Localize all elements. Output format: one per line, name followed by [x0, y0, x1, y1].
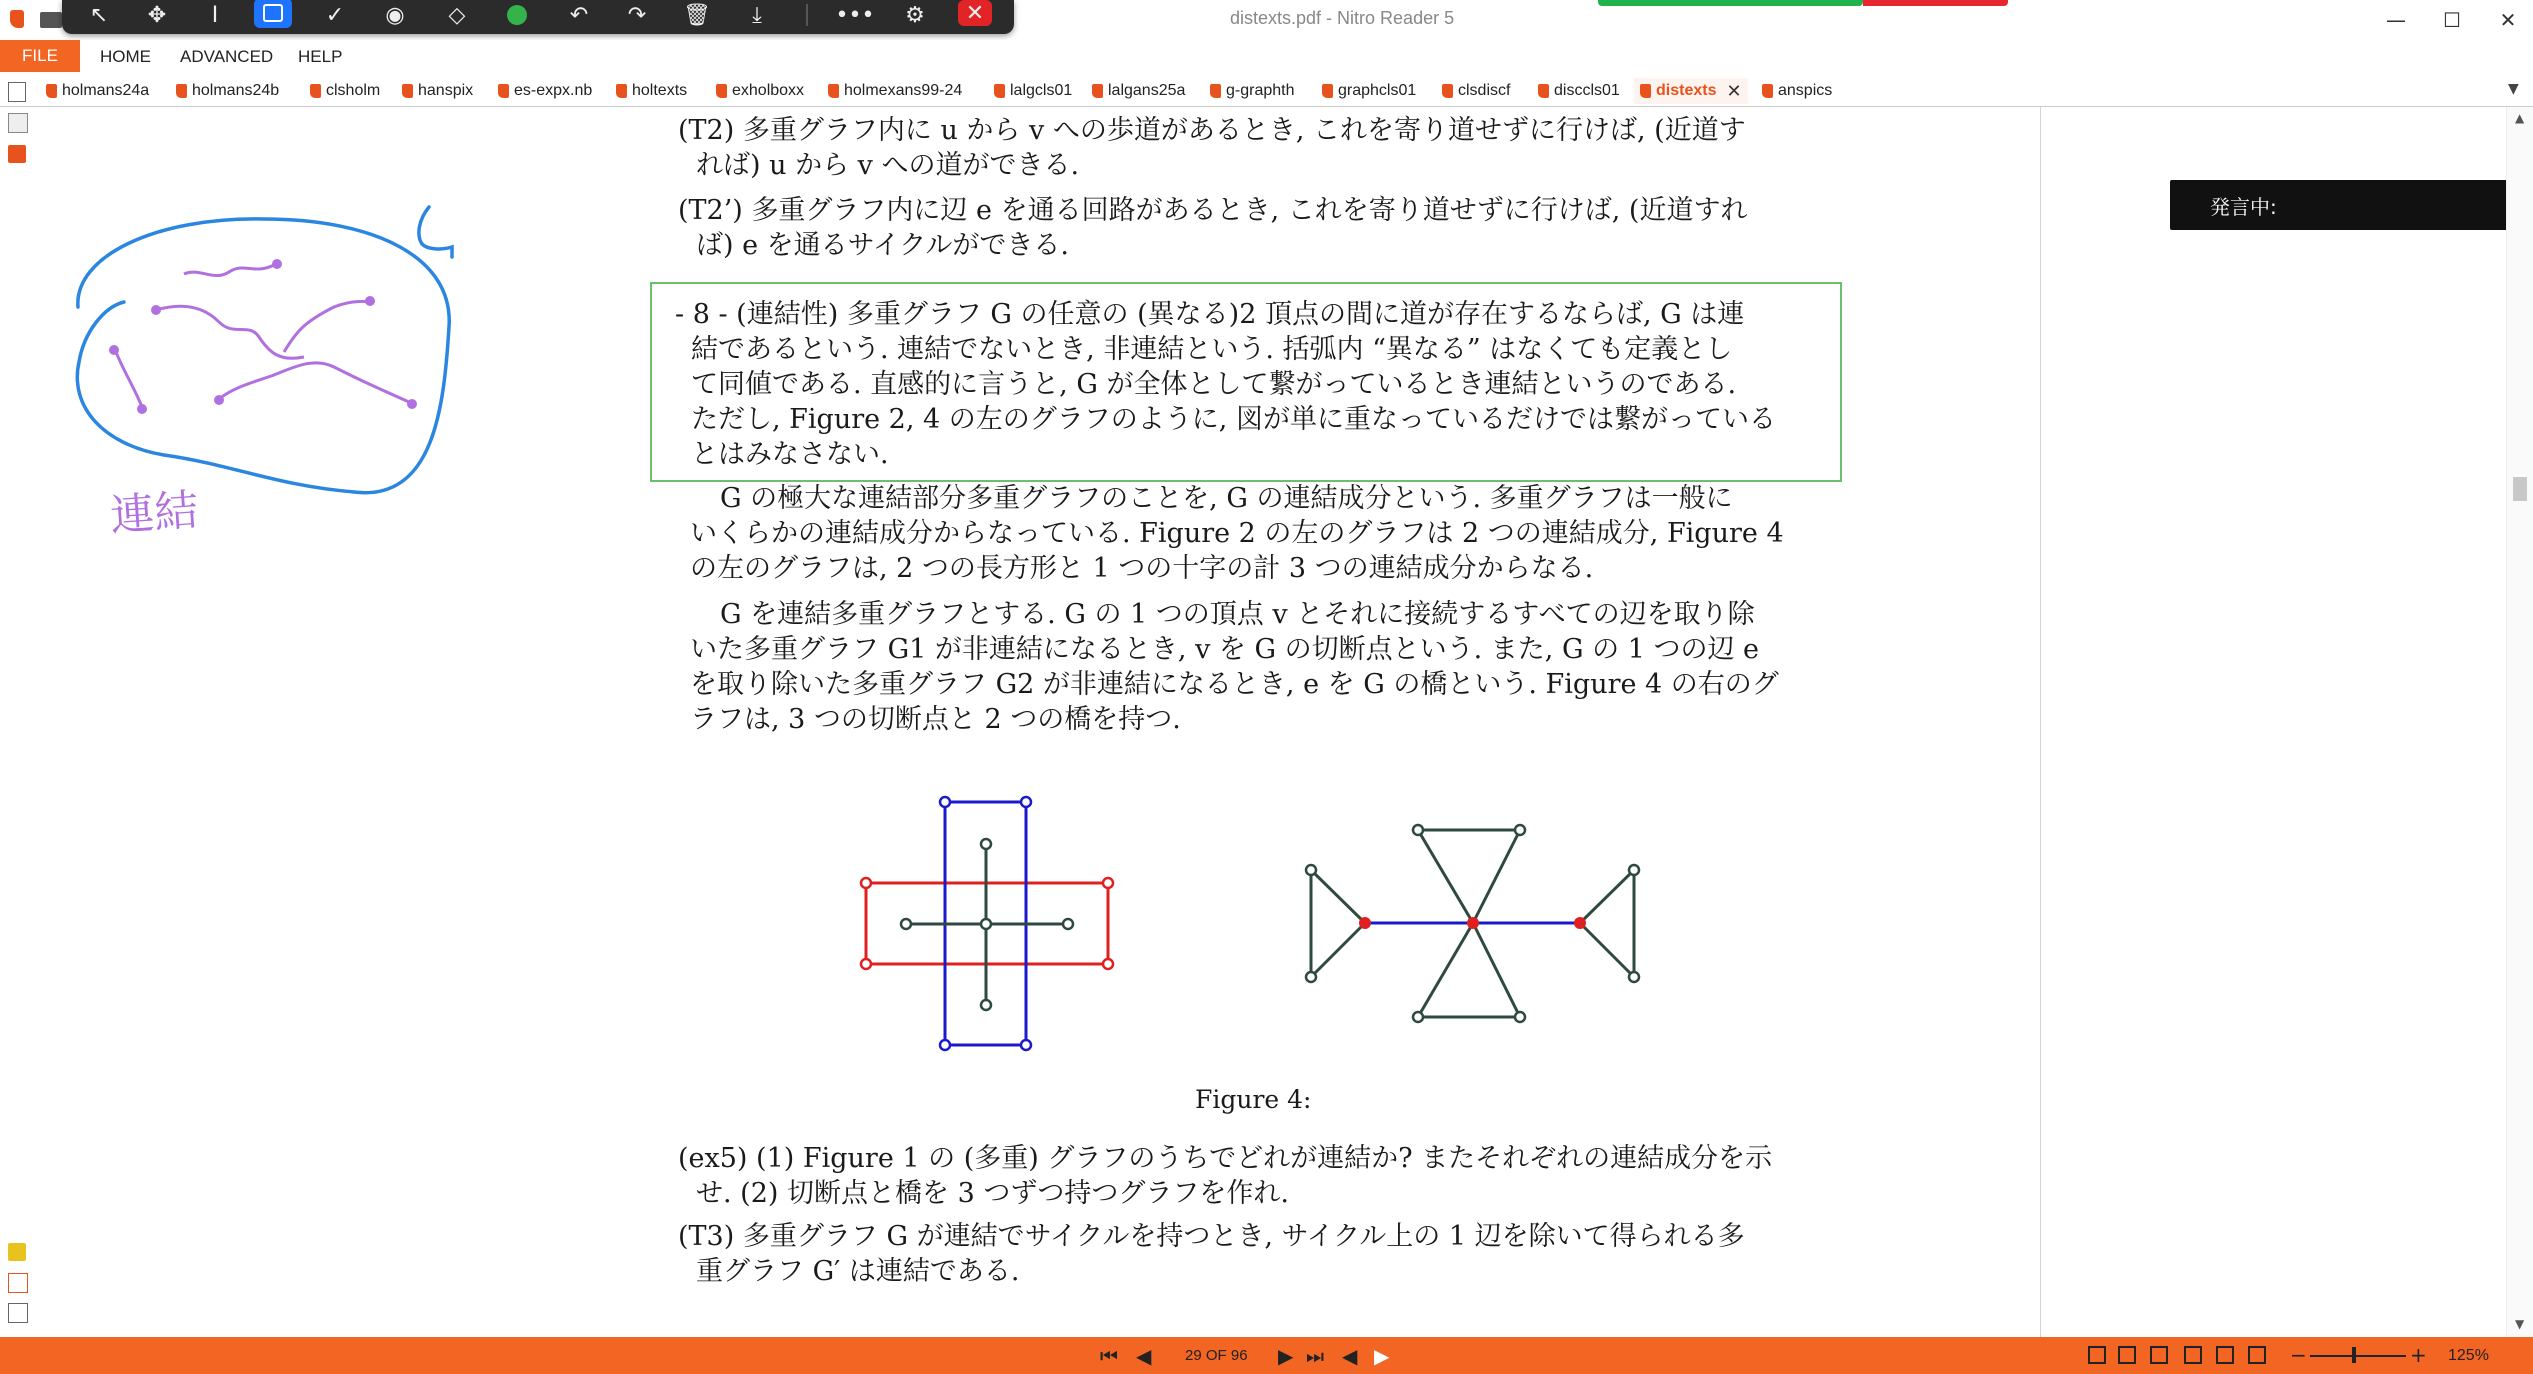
tab-clsholm[interactable]: clsholm — [310, 78, 380, 104]
def8-line: とはみなさない. — [691, 439, 889, 470]
figure-4 — [510, 107, 2040, 1077]
edge — [1418, 923, 1473, 1017]
toolbar-separator — [806, 4, 808, 26]
zoom-in-icon[interactable]: + — [2410, 1343, 2427, 1367]
pdf-page — [510, 107, 2040, 1337]
app-logo-icon — [10, 10, 24, 28]
tab-exholboxx[interactable]: exholboxx — [716, 78, 804, 104]
scroll-up-icon[interactable]: ▲ — [2515, 111, 2525, 125]
pdf-icon — [828, 84, 839, 98]
ex5-label: (ex5) — [678, 1143, 748, 1174]
menu-help[interactable]: HELP — [298, 47, 343, 66]
pdf-icon — [1322, 84, 1333, 98]
layers-icon[interactable] — [8, 1303, 28, 1323]
vertex — [1306, 972, 1316, 982]
t2p-label: (T2’) — [678, 195, 743, 226]
tab-disccls01[interactable]: disccls01 — [1538, 78, 1620, 104]
tab-holmexans99-24[interactable]: holmexans99-24 — [828, 78, 962, 104]
settings-icon[interactable]: ⚙ — [905, 2, 925, 28]
tab-graphcls01[interactable]: graphcls01 — [1322, 78, 1416, 104]
def8-line: ただし, Figure 2, 4 の左のグラフのように, 図が単に重なっているだけでは繋がっている — [691, 404, 1776, 435]
pdf-icon — [402, 84, 413, 98]
curve-stroke — [184, 265, 274, 276]
back-view-icon[interactable]: ◀ — [1342, 1344, 1358, 1368]
check-icon[interactable]: ✓ — [325, 2, 345, 28]
zoom-level[interactable]: 125% — [2448, 1347, 2489, 1364]
annotation-toolbar — [62, 0, 1014, 34]
tab-lalgcls01[interactable]: lalgcls01 — [994, 78, 1072, 104]
para2-line: を取り除いた多重グラフ G2 が非連結になるとき, e を G の橋という. Figure 4 の右のグ — [690, 669, 1779, 700]
comments-icon[interactable] — [8, 1243, 26, 1261]
eraser-icon[interactable]: ◇ — [448, 2, 466, 28]
vertex — [1413, 825, 1423, 835]
ex5-line: せ. (2) 切断点と橋を 3 つずつ持つグラフを作れ. — [696, 1178, 1289, 1209]
first-page-icon[interactable]: ⏮ — [1100, 1344, 1118, 1368]
vertex — [1063, 919, 1073, 929]
pdf-icon — [46, 84, 57, 98]
para1-line: G の極大な連結部分多重グラフのことを, G の連結成分という. 多重グラフは一般に — [720, 483, 1733, 514]
page-indicator[interactable]: 29 OF 96 — [1185, 1347, 1248, 1364]
pdf-icon — [616, 84, 627, 98]
vertex — [1413, 1012, 1423, 1022]
t3-block — [678, 1219, 1745, 1289]
vertex — [1103, 959, 1113, 969]
vertex — [940, 1040, 950, 1050]
tab-holmans24a[interactable]: holmans24a — [46, 78, 149, 104]
vertex — [1515, 1012, 1525, 1022]
cut-vertex — [1467, 917, 1479, 929]
tab-lalgans25a[interactable]: lalgans25a — [1092, 78, 1185, 104]
vertex — [1306, 865, 1316, 875]
t2-line: 多重グラフ内に u から v への歩道があるとき, これを寄り道せずに行けば, (近道す — [742, 115, 1746, 146]
previous-page-icon[interactable]: ◀ — [1136, 1344, 1152, 1368]
right-pane — [2040, 107, 2507, 1337]
vertex — [1103, 878, 1113, 888]
cut-vertex — [1359, 917, 1371, 929]
toolbar-close-icon[interactable]: ✕ — [958, 0, 992, 26]
window-close-button[interactable]: ✕ — [2499, 8, 2517, 32]
tab-anspics[interactable]: anspics — [1762, 78, 1832, 104]
edge — [1580, 870, 1634, 923]
menu-home[interactable]: HOME — [100, 47, 151, 66]
letter-g-stroke — [419, 207, 452, 257]
pdf-icon — [1762, 84, 1773, 98]
purple-dot — [137, 404, 147, 414]
minimize-button[interactable]: — — [2386, 8, 2406, 32]
purple-dot — [272, 259, 282, 269]
pages-icon[interactable] — [8, 113, 28, 133]
edge — [1418, 830, 1473, 923]
vertex — [1629, 972, 1639, 982]
curve-stroke — [156, 306, 304, 358]
pdf-icon — [1640, 84, 1651, 98]
zoom-out-icon[interactable]: − — [2290, 1343, 2307, 1367]
vertex — [981, 839, 991, 849]
figure-caption: Figure 4: — [1195, 1085, 1312, 1114]
pdf-icon — [994, 84, 1005, 98]
vertex — [1629, 865, 1639, 875]
menu-file[interactable]: FILE — [0, 40, 80, 72]
edge — [1311, 923, 1365, 977]
download-icon[interactable]: ⤓ — [752, 2, 762, 28]
last-page-icon[interactable]: ⏭ — [1306, 1344, 1324, 1368]
progress-green-bar — [1598, 0, 1863, 6]
def8-line: 結であるという. 連結でないとき, 非連結という. 括弧内 “異なる” はなくても定義とし — [691, 334, 1733, 365]
def8-line: て同値である. 直感的に言うと, G が全体として繋がっているとき連結というのである. — [691, 369, 1737, 400]
vertex — [981, 919, 991, 929]
stamp-icon[interactable]: ◉ — [385, 2, 405, 28]
curve-stroke — [219, 363, 409, 402]
edge — [1580, 923, 1634, 977]
pdf-icon — [1442, 84, 1453, 98]
bookmarks-icon[interactable] — [8, 145, 26, 163]
enclosure-stroke — [77, 219, 449, 493]
purple-dot — [365, 296, 375, 306]
select-icon[interactable]: ↖ — [89, 2, 109, 28]
para2-line: いた多重グラフ G1 が非連結になるとき, v を G の切断点という. また, G の 1 つの辺 e — [690, 634, 1760, 665]
text-cursor-icon[interactable]: I — [211, 2, 219, 28]
pdf-icon — [1092, 84, 1103, 98]
left-icon-strip — [0, 107, 35, 1337]
handwritten-note-pane — [34, 107, 511, 1337]
vertex — [861, 959, 871, 969]
vertex — [1021, 1040, 1031, 1050]
facing-view-icon[interactable] — [2150, 1346, 2168, 1364]
t3-label: (T3) — [678, 1221, 735, 1252]
vertex — [940, 797, 950, 807]
ex5-block — [678, 1141, 1772, 1211]
edge — [1311, 870, 1365, 923]
zoom-slider-track[interactable] — [2310, 1355, 2406, 1357]
para1-line: いくらかの連結成分からなっている. Figure 2 の左のグラフは 2 つの連結成分, Figure 4 — [690, 518, 1784, 549]
curve-stroke — [284, 301, 369, 352]
tabs-overflow-icon[interactable]: ▼ — [2508, 81, 2519, 97]
para2-line: ラフは, 3 つの切断点と 2 つの橋を持つ. — [690, 704, 1181, 735]
cut-vertex — [1574, 917, 1586, 929]
handwritten-connected-label: 連結 — [108, 484, 200, 542]
window-title: distexts.pdf - Nitro Reader 5 — [1230, 8, 1455, 28]
vertex — [861, 878, 871, 888]
tab-hanspix[interactable]: hanspix — [402, 78, 473, 104]
vertex — [1515, 825, 1525, 835]
scroll-down-icon[interactable]: ▼ — [2515, 1317, 2525, 1331]
undo-icon[interactable]: ↶ — [569, 2, 589, 28]
trash-icon[interactable]: 🗑 — [683, 2, 711, 28]
next-page-icon[interactable]: ▶ — [1278, 1344, 1294, 1368]
more-icon[interactable]: ••• — [835, 2, 875, 28]
t3-line: 多重グラフ G が連結でサイクルを持つとき, サイクル上の 1 辺を除いて得られる多 — [742, 1221, 1745, 1252]
attachments-icon[interactable] — [8, 1273, 28, 1293]
forward-view-icon[interactable]: ▶ — [1374, 1344, 1390, 1368]
pdf-icon — [176, 84, 187, 98]
facing-continuous-view-icon[interactable] — [2184, 1346, 2202, 1364]
para1-line: の左のグラフは, 2 つの長方形と 1 つの十字の計 3 つの連結成分からなる. — [690, 553, 1594, 584]
pdf-icon — [498, 84, 509, 98]
t2p-line: ば) e を通るサイクルができる. — [696, 230, 1070, 261]
page-list-icon[interactable] — [8, 82, 26, 102]
single-page-view-icon[interactable] — [2088, 1346, 2106, 1364]
t2-line: れば) u から v への道ができる. — [696, 150, 1080, 181]
maximize-button[interactable]: ☐ — [2443, 8, 2461, 32]
folder-icon[interactable] — [40, 12, 62, 28]
vertex — [981, 1000, 991, 1010]
tab-holmans24b[interactable]: holmans24b — [176, 78, 279, 104]
menu-bar — [0, 40, 2533, 72]
vertical-scrollbar[interactable] — [2506, 107, 2533, 1337]
purple-dot — [109, 345, 119, 355]
tab-clsdiscf[interactable]: clsdiscf — [1442, 78, 1510, 104]
pdf-icon — [1210, 84, 1221, 98]
document-tab-bar — [0, 76, 2533, 107]
handwriting-canvas — [34, 107, 510, 527]
menu-advanced[interactable]: ADVANCED — [180, 47, 274, 66]
fit-width-icon[interactable] — [2216, 1346, 2234, 1364]
tab-distexts[interactable]: distexts ✕ — [1634, 78, 1748, 104]
tab-es-expx[interactable]: es-expx.nb — [498, 78, 592, 104]
ex5-line: (1) Figure 1 の (多重) グラフのうちでどれが連結か? またそれぞれの連結成分を示 — [756, 1143, 1773, 1174]
redo-icon[interactable]: ↷ — [627, 2, 647, 28]
tab-close-icon[interactable]: ✕ — [1726, 80, 1742, 101]
status-bar — [0, 1337, 2533, 1374]
para2-line: G を連結多重グラフとする. G の 1 つの頂点 v とそれに接続するすべての辺を取り除 — [720, 599, 1755, 630]
fit-page-icon[interactable] — [2248, 1346, 2266, 1364]
color-dot-icon[interactable] — [498, 0, 536, 30]
pdf-icon — [310, 84, 321, 98]
rectangle-icon[interactable] — [254, 0, 292, 28]
zoom-slider-thumb[interactable] — [2352, 1347, 2356, 1363]
vertex — [901, 919, 911, 929]
continuous-view-icon[interactable] — [2118, 1346, 2136, 1364]
move-icon[interactable]: ✥ — [147, 2, 167, 28]
tab-g-graphth[interactable]: g-graphth — [1210, 78, 1295, 104]
progress-red-bar — [1863, 0, 2008, 6]
def8-line: - 8 - (連結性) 多重グラフ G の任意の (異なる)2 頂点の間に道が存在するならば, G は連 — [675, 299, 1745, 330]
speaking-indicator: 発言中: — [2170, 180, 2512, 230]
t3-line: 重グラフ G′ は連結である. — [696, 1256, 1020, 1287]
pdf-icon — [716, 84, 727, 98]
purple-dot — [214, 395, 224, 405]
edge — [1473, 830, 1520, 923]
scroll-thumb[interactable] — [2513, 477, 2527, 501]
purple-dot — [151, 305, 161, 315]
t2p-line: 多重グラフ内に辺 e を通る回路があるとき, これを寄り道せずに行けば, (近道すれ — [751, 195, 1748, 226]
tab-holtexts[interactable]: holtexts — [616, 78, 687, 104]
curve-stroke — [116, 352, 142, 407]
t2-label: (T2) — [678, 115, 735, 146]
edge — [1473, 923, 1520, 1017]
pdf-icon — [1538, 84, 1549, 98]
vertex — [1021, 797, 1031, 807]
purple-dot — [407, 399, 417, 409]
